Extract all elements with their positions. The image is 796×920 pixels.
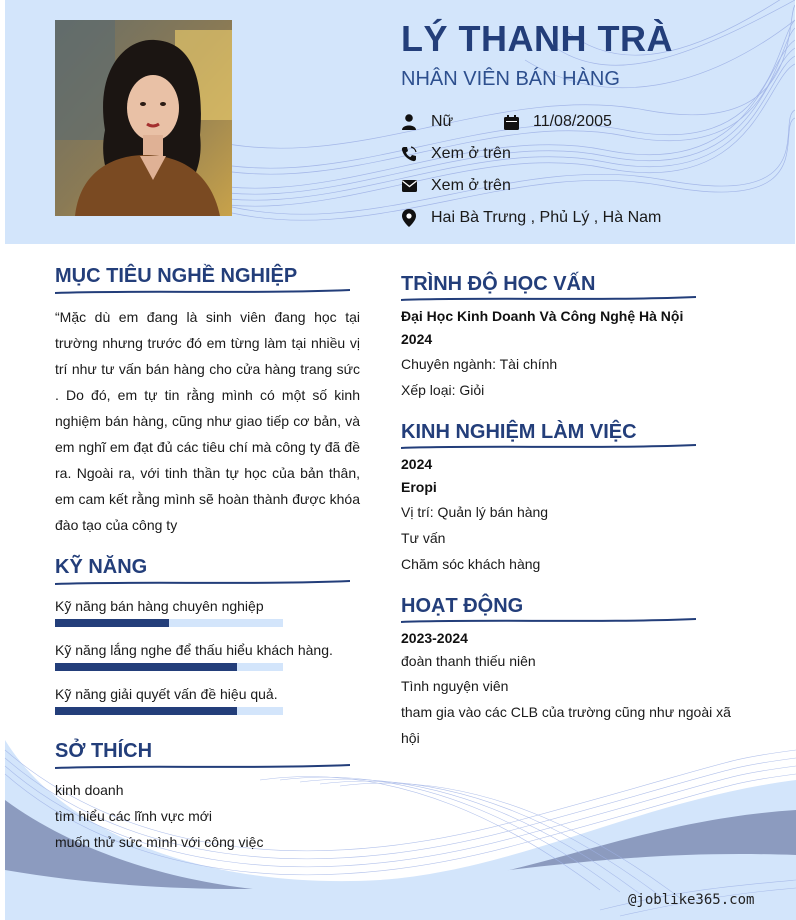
person-icon [401,113,417,131]
experience-company: Eropi [401,479,437,495]
skills-title: KỸ NĂNG [55,556,148,578]
education-year: 2024 [401,331,433,347]
objective-underline [55,288,350,296]
location-pin-icon [401,209,417,227]
education-school: Đại Học Kinh Doanh Và Công Nghệ Hà Nội [401,308,684,324]
candidate-role: NHÂN VIÊN BÁN HÀNG [401,68,620,90]
skill-bar [55,707,283,715]
phone-row [401,145,511,163]
objective-title: MỤC TIÊU NGHỀ NGHIỆP [55,265,298,287]
address-row [401,209,661,227]
objective-text: “Mặc dù em đang là sinh viên đang học tại trường nhưng trước đó em từng làm tại nhiều vị trí như tư vấn bán hàng cho cửa hàng trang sức . Do đó, em tự tin rằng mình có một số kinh nghiệm bán hàng, cũng như giao tiếp cơ bản, và em nghĩ em đạt đủ các tiêu chí mà công ty đã đề ra. Ngoài ra, với tinh thần tự học của bản thân, em cam kết rằng mình sẽ hoàn thành được khóa đào tạo của công ty [55,309,360,533]
phone-value: Xem ở trên [431,145,511,162]
skill-bar-fill [55,619,169,627]
dob-row [503,113,612,131]
skill-bar [55,663,283,671]
gender-value: Nữ [431,113,454,130]
calendar-icon [503,113,519,131]
education-title: TRÌNH ĐỘ HỌC VẤN [401,273,596,295]
profile-photo [55,20,232,216]
email-row [401,177,511,195]
address-value: Hai Bà Trưng , Phủ Lý , Hà Nam [431,209,662,226]
activity-line: tham gia vào các CLB của trường cũng như ngoài xã [401,704,731,720]
skill-label: Kỹ năng bán hàng chuyên nghiệp [55,598,264,614]
hobby-item: muốn thử sức mình với công việc [55,834,264,850]
activity-line: hội [401,730,420,746]
experience-line: Tư vấn [401,530,446,546]
skill-bar-fill [55,707,237,715]
skill-bar-fill [55,663,237,671]
activities-underline [401,617,696,625]
hobbies-underline [55,763,350,771]
experience-line: Vị trí: Quản lý bán hàng [401,504,549,520]
education-major: Chuyên ngành: Tài chính [401,356,558,372]
hobby-item: tìm hiểu các lĩnh vực mới [55,808,213,824]
skill-bar [55,619,283,627]
watermark: @joblike365.com [628,892,755,908]
experience-title: KINH NGHIỆM LÀM VIỆC [401,421,637,443]
skill-label: Kỹ năng lắng nghe để thấu hiểu khách hàng. [55,642,333,658]
experience-year: 2024 [401,456,433,472]
skills-underline [55,579,350,587]
hobbies-title: SỞ THÍCH [55,740,153,762]
phone-icon [401,145,417,163]
activity-line: đoàn thanh thiếu niên [401,653,536,669]
candidate-name: LÝ THANH TRÀ [401,18,673,59]
education-grade: Xếp loại: Giỏi [401,382,485,398]
experience-underline [401,443,696,451]
hobby-item: kinh doanh [55,782,124,798]
gender-row [401,113,453,131]
activities-year: 2023-2024 [401,630,468,646]
experience-line: Chăm sóc khách hàng [401,556,541,572]
activity-line: Tình nguyện viên [401,678,509,694]
envelope-icon [401,177,417,195]
dob-value: 11/08/2005 [533,113,612,130]
education-underline [401,295,696,303]
skill-label: Kỹ năng giải quyết vấn đề hiệu quả. [55,686,278,702]
activities-title: HOẠT ĐỘNG [401,595,524,617]
email-value: Xem ở trên [431,177,511,194]
